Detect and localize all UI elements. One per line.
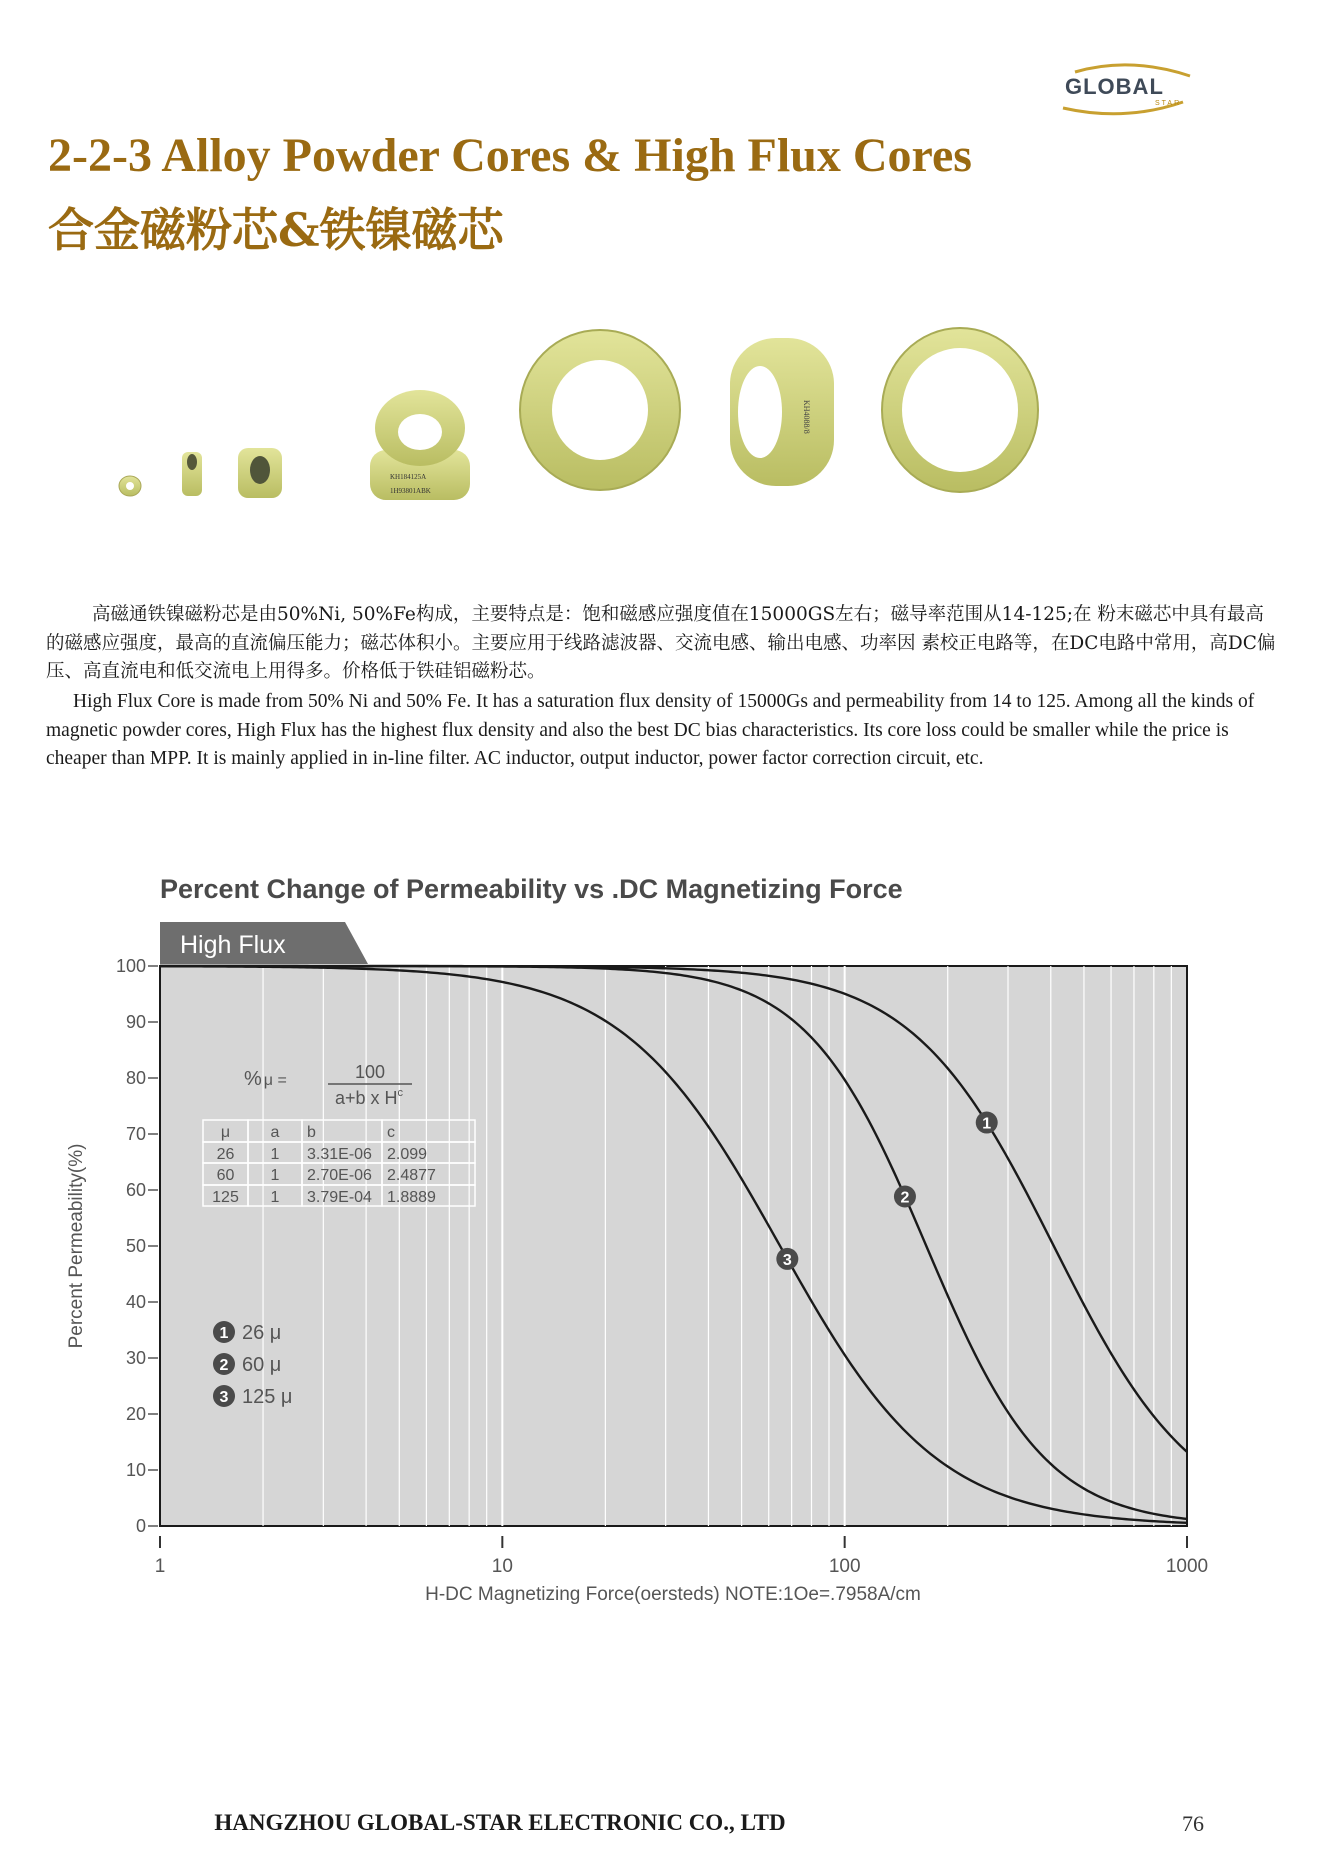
- formula-percent: %: [244, 1068, 262, 1090]
- page-title: 2-2-3 Alloy Powder Cores & High Flux Cores: [48, 129, 972, 182]
- formula-eq: =: [273, 1072, 287, 1089]
- legend-marker-label: 2: [219, 1357, 229, 1374]
- core-large-1: [520, 330, 680, 490]
- core-stack: [370, 390, 470, 500]
- curve-marker-label: 1: [982, 1115, 992, 1133]
- legend-marker-label: 1: [219, 1325, 229, 1342]
- description-cn: 高磁通铁镍磁粉芯是由50%Ni, 50%Fe构成，主要特点是：饱和磁感应强度值在15000GS左右；磁导率范围从14-125;在 粉末磁芯中具有最高的磁感应强度，最高的直流偏压能力；磁芯体积小。主要应用于线路滤波器、交流电感、输出电感、功率因 素校正电路等，在DC电路中常用，高DC偏压、高直流电和低交流电上用得多。价格低于铁硅铝磁粉芯。: [46, 604, 1276, 682]
- core-label-1: KH184125A: [390, 473, 427, 481]
- table-header: μ: [220, 1124, 231, 1141]
- page-title-cn: 合金磁粉芯&铁镍磁芯: [48, 203, 504, 257]
- table-header: a: [270, 1124, 280, 1141]
- y-tick-label: 0: [135, 1516, 146, 1536]
- svg-text:%μ =: [244, 1068, 287, 1090]
- table-value: 2.099: [387, 1146, 428, 1163]
- core-small-2: [238, 448, 282, 498]
- core-tiny: [119, 476, 141, 496]
- logo-text: GLOBAL: [1065, 74, 1164, 99]
- table-value: 60: [216, 1167, 235, 1184]
- legend-entry: 26 μ: [242, 1322, 282, 1344]
- table-value: 26: [216, 1146, 235, 1163]
- x-tick-label: 10: [491, 1556, 513, 1577]
- legend-entry: 60 μ: [242, 1354, 282, 1376]
- y-tick-label: 50: [125, 1236, 146, 1256]
- table-value: 2.4877: [387, 1167, 436, 1184]
- table-value: 1: [270, 1146, 280, 1163]
- legend: [213, 1321, 292, 1408]
- formula-mu: μ: [263, 1072, 274, 1089]
- core-large-3: [882, 328, 1038, 492]
- y-axis-label: Percent Permeability(%): [66, 1143, 87, 1349]
- core-label-2: 1H93801ABK: [390, 487, 431, 495]
- table-header: b: [307, 1124, 316, 1141]
- logo-subtext: STAR: [1155, 100, 1182, 107]
- y-tick-label: 30: [125, 1348, 146, 1368]
- legend-marker-label: 3: [219, 1389, 229, 1406]
- table-value: 1.8889: [387, 1189, 436, 1206]
- y-axis: [116, 956, 158, 1536]
- x-tick-label: 1: [154, 1556, 166, 1577]
- y-tick-label: 20: [125, 1404, 146, 1424]
- svg-text:a+b x Hc: [335, 1087, 404, 1108]
- formula-denominator: a+b x H: [335, 1088, 398, 1108]
- x-axis: [155, 1536, 1208, 1577]
- plot-area: [160, 966, 1187, 1526]
- company-logo: [1055, 62, 1205, 124]
- table-value: 1: [270, 1167, 280, 1184]
- x-tick-label: 1000: [1165, 1556, 1209, 1577]
- y-tick-label: 90: [125, 1012, 146, 1032]
- table-value: 3.79E-04: [307, 1189, 372, 1206]
- x-tick-label: 100: [828, 1556, 861, 1577]
- core-label-3: KH4088/8: [802, 400, 811, 434]
- formula-exponent: c: [397, 1087, 404, 1099]
- y-tick-label: 80: [125, 1068, 146, 1088]
- table-header: c: [387, 1124, 395, 1141]
- page-number: 76: [1182, 1811, 1204, 1836]
- chart-title: Percent Change of Permeability vs .DC Magnetizing Force: [160, 874, 903, 904]
- table-value: 2.70E-06: [307, 1167, 372, 1184]
- formula-numerator: 100: [354, 1062, 386, 1082]
- table-value: 3.31E-06: [307, 1146, 372, 1163]
- x-axis-label: H-DC Magnetizing Force(oersteds) NOTE:1Oe=.7958A/cm: [425, 1584, 921, 1605]
- description-en: High Flux Core is made from 50% Ni and 50% Fe. It has a saturation flux density of 15000Gs and permeability from 14 to 125. Among all the kinds of magnetic powder cores, High Flux has the highest flux density and also the best DC bias characteristics. Its core loss could be smaller while the price is cheaper than MPP. It is mainly applied in in-line filter. AC inductor, output inductor, power factor correction circuit, etc.: [46, 691, 1255, 769]
- core-large-2: [730, 338, 834, 486]
- y-tick-label: 40: [125, 1292, 146, 1312]
- y-tick-label: 10: [125, 1460, 146, 1480]
- footer-company: HANGZHOU GLOBAL-STAR ELECTRONIC CO., LTD: [214, 1810, 786, 1835]
- core-small: [182, 452, 202, 496]
- permeability-chart: [60, 860, 1260, 1620]
- curve-marker-label: 3: [782, 1251, 792, 1269]
- chart-tab-label: High Flux: [180, 931, 286, 959]
- y-tick-label: 60: [125, 1180, 146, 1200]
- y-tick-label: 100: [115, 956, 146, 976]
- table-value: 125: [212, 1189, 239, 1206]
- table-value: 1: [270, 1189, 280, 1206]
- product-photo: [100, 300, 1090, 520]
- curve-marker-label: 2: [900, 1189, 910, 1207]
- legend-entry: 125 μ: [242, 1386, 293, 1408]
- y-tick-label: 70: [125, 1124, 146, 1144]
